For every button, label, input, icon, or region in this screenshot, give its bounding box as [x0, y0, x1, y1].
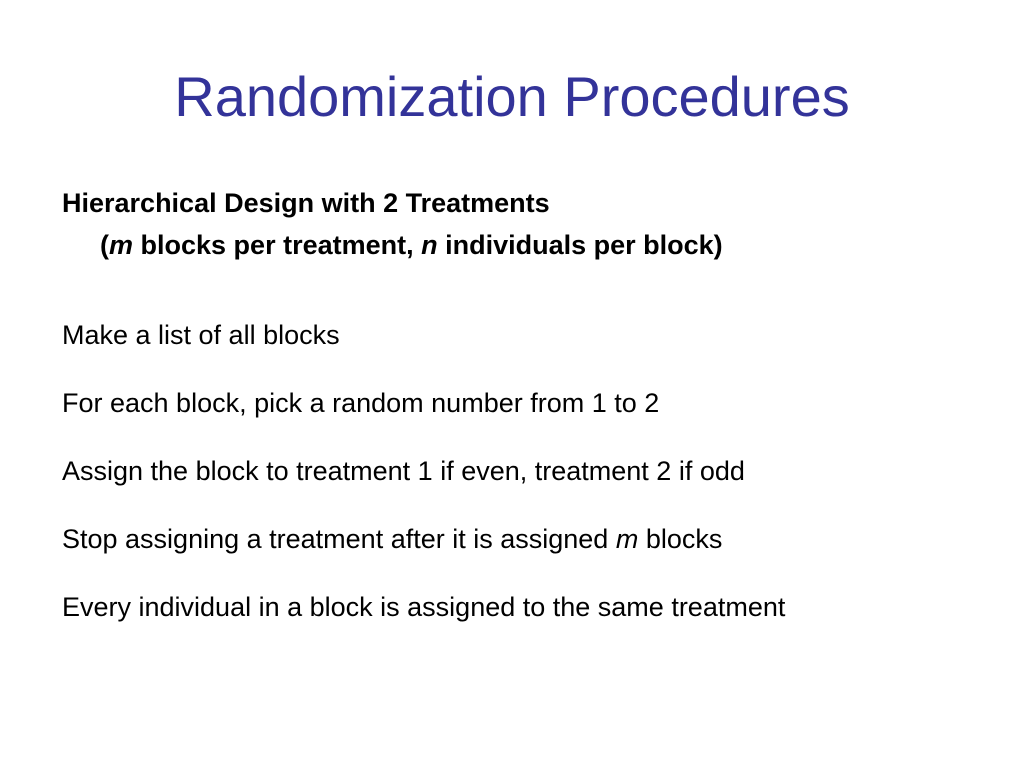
- design-heading-line1: Hierarchical Design with 2 Treatments: [62, 188, 550, 218]
- design-heading-line2: [62, 224, 992, 266]
- variable-m: m: [109, 230, 134, 260]
- variable-n: n: [421, 230, 438, 260]
- heading-text-blocks: blocks per treatment,: [133, 230, 422, 260]
- procedure-step-4: [62, 521, 992, 557]
- procedure-list: [62, 317, 992, 625]
- slide-title: Randomization Procedures: [174, 65, 850, 128]
- step-4-variable-m: m: [615, 524, 639, 554]
- procedure-step-5: Every individual in a block is assigned to the same treatment: [62, 592, 786, 622]
- procedure-step-1: Make a list of all blocks: [62, 320, 340, 350]
- procedure-step-2: For each block, pick a random number from 1 to 2: [62, 388, 660, 418]
- step-4-text-before: Stop assigning a treatment after it is assigned: [62, 524, 616, 554]
- slide-content: [62, 182, 992, 622]
- open-paren: (: [100, 230, 109, 260]
- heading-text-individuals: individuals per block): [437, 230, 723, 260]
- procedure-step-3: Assign the block to treatment 1 if even, treatment 2 if odd: [62, 456, 745, 486]
- step-4-text-after: blocks: [638, 524, 723, 554]
- design-heading: [62, 182, 992, 266]
